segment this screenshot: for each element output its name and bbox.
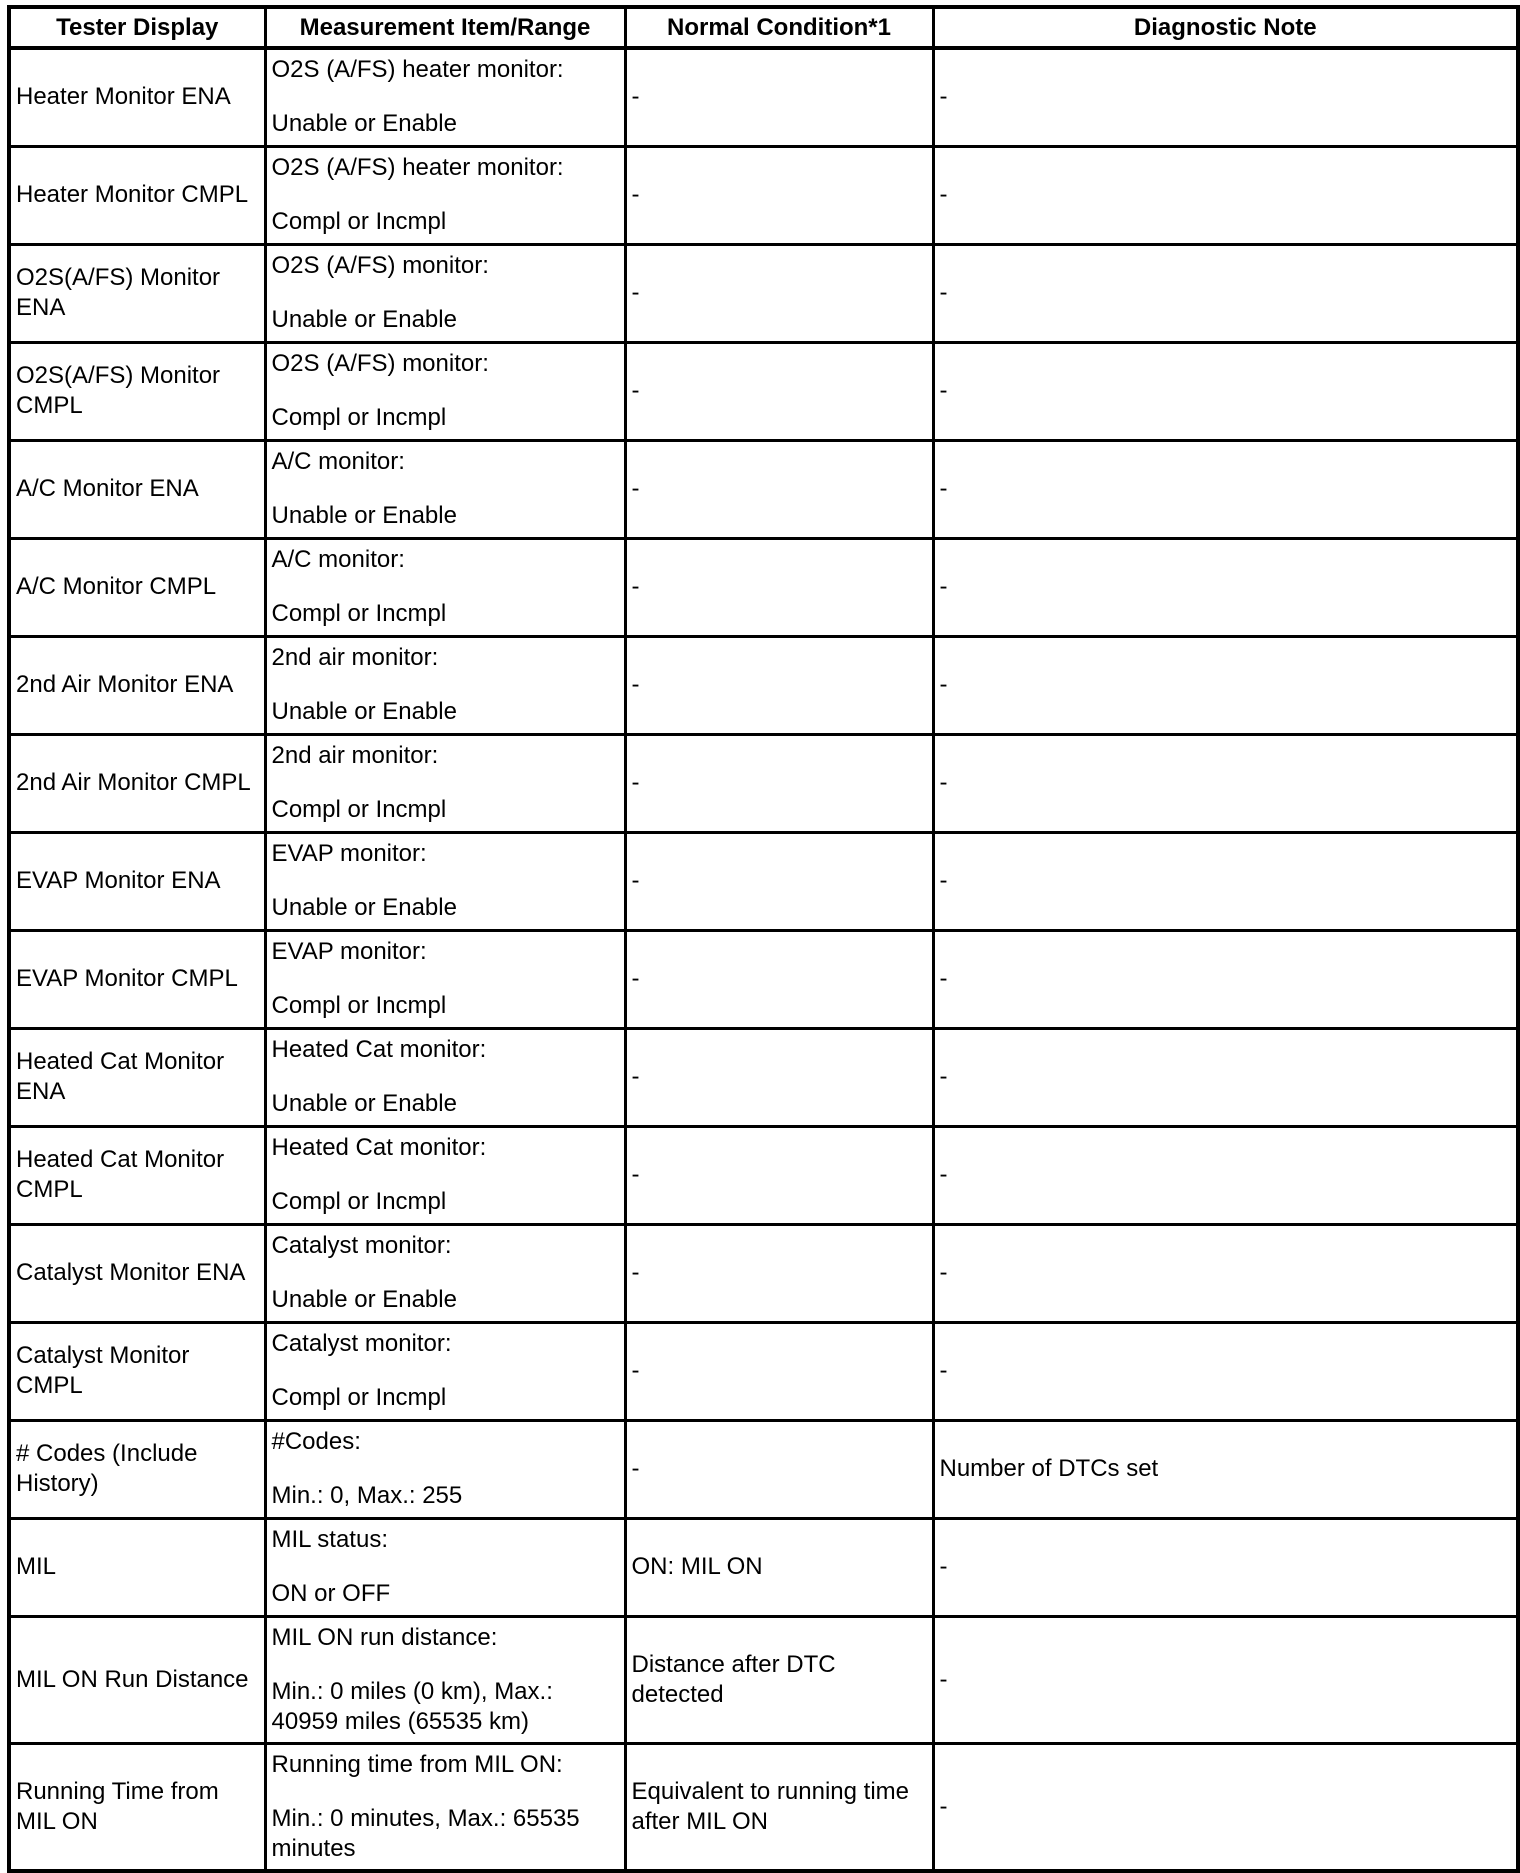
measurement-range: Unable or Enable [271,698,457,725]
measurement-item: Heated Cat monitor: [271,1036,487,1063]
measurement-cell [265,832,625,930]
measurement-cell [265,538,625,636]
measurement-item: EVAP monitor: [271,840,427,867]
tester-display-cell: Heated Cat Monitor ENA [9,1028,265,1126]
measurement-range: Unable or Enable [271,1286,457,1313]
measurement-item: EVAP monitor: [271,938,427,965]
measurement-cell [265,1743,625,1871]
diagnostic-note-cell: - [933,930,1518,1028]
tester-display-cell: Catalyst Monitor CMPL [9,1322,265,1420]
normal-condition-cell: - [625,1028,933,1126]
table-container [7,5,1516,1860]
diagnostic-note-cell: - [933,1616,1518,1743]
table-row [9,832,1518,930]
diagnostic-note-cell: - [933,440,1518,538]
normal-condition-cell: - [625,342,933,440]
tester-display-cell: A/C Monitor ENA [9,440,265,538]
diagnostic-note-cell: - [933,1224,1518,1322]
measurement-range: Unable or Enable [271,306,457,333]
normal-condition-cell: - [625,244,933,342]
measurement-cell [265,734,625,832]
diagnostic-data-table [7,5,1520,1873]
tester-display-cell: Catalyst Monitor ENA [9,1224,265,1322]
tester-display-cell: Heated Cat Monitor CMPL [9,1126,265,1224]
measurement-cell [265,1322,625,1420]
measurement-item: O2S (A/FS) monitor: [271,350,489,377]
measurement-cell [265,1224,625,1322]
measurement-range: Compl or Incmpl [271,992,447,1019]
normal-condition-cell: Distance after DTC detected [625,1616,933,1743]
table-header [9,7,1518,48]
measurement-item: 2nd air monitor: [271,742,439,769]
table-row [9,1743,1518,1871]
normal-condition-cell: Equivalent to running time after MIL ON [625,1743,933,1871]
header-normal-condition: Normal Condition*1 [625,7,933,48]
measurement-item: #Codes: [271,1428,361,1455]
measurement-cell [265,930,625,1028]
measurement-range: Unable or Enable [271,894,457,921]
measurement-range: Unable or Enable [271,110,457,138]
tester-display-cell: # Codes (Include History) [9,1420,265,1518]
header-diagnostic-note: Diagnostic Note [933,7,1518,48]
table-row [9,1126,1518,1224]
normal-condition-cell: - [625,48,933,146]
diagnostic-note-cell: - [933,1518,1518,1616]
normal-condition-cell: - [625,1322,933,1420]
normal-condition-cell: - [625,538,933,636]
normal-condition-cell: - [625,1420,933,1518]
tester-display-cell: Heater Monitor ENA [9,48,265,146]
measurement-cell [265,440,625,538]
measurement-cell [265,1420,625,1518]
measurement-item: O2S (A/FS) heater monitor: [271,154,564,181]
tester-display-cell: EVAP Monitor ENA [9,832,265,930]
tester-display-cell: O2S(A/FS) Monitor ENA [9,244,265,342]
measurement-item: Catalyst monitor: [271,1330,452,1357]
header-measurement: Measurement Item/Range [265,7,625,48]
tester-display-cell: MIL [9,1518,265,1616]
measurement-item: A/C monitor: [271,546,405,573]
diagnostic-note-cell: - [933,1028,1518,1126]
measurement-item: Running time from MIL ON: [271,1750,563,1778]
measurement-range: Unable or Enable [271,1090,457,1117]
measurement-range: Compl or Incmpl [271,1188,447,1215]
table-row [9,1322,1518,1420]
table-row [9,930,1518,1028]
diagnostic-note-cell: - [933,636,1518,734]
diagnostic-note-cell: - [933,1322,1518,1420]
diagnostic-note-cell: - [933,538,1518,636]
normal-condition-cell: - [625,1126,933,1224]
measurement-item: O2S (A/FS) heater monitor: [271,56,564,84]
header-row [9,7,1518,48]
measurement-range: Unable or Enable [271,502,457,529]
measurement-range: Compl or Incmpl [271,404,447,431]
table-row [9,636,1518,734]
measurement-item: 2nd air monitor: [271,644,439,671]
measurement-item: Heated Cat monitor: [271,1134,487,1161]
table-row [9,1028,1518,1126]
measurement-cell [265,1126,625,1224]
table-row [9,244,1518,342]
measurement-cell [265,1518,625,1616]
measurement-range: Min.: 0, Max.: 255 [271,1482,463,1509]
table-row [9,146,1518,244]
diagnostic-note-cell: - [933,48,1518,146]
measurement-cell [265,342,625,440]
measurement-range: Compl or Incmpl [271,1384,447,1411]
tester-display-cell: 2nd Air Monitor ENA [9,636,265,734]
normal-condition-cell: - [625,440,933,538]
measurement-range: Min.: 0 miles (0 km), Max.: 40959 miles (65535 km) [271,1677,553,1735]
measurement-item: MIL ON run distance: [271,1623,498,1651]
measurement-range: Compl or Incmpl [271,208,447,235]
normal-condition-cell: - [625,1224,933,1322]
table-row [9,48,1518,146]
measurement-range: Min.: 0 minutes, Max.: 65535 minutes [271,1804,580,1862]
normal-condition-cell: - [625,636,933,734]
table-body [9,48,1518,1871]
diagnostic-note-cell: - [933,1126,1518,1224]
measurement-range: Compl or Incmpl [271,796,447,823]
table-row [9,342,1518,440]
measurement-item: Catalyst monitor: [271,1232,452,1259]
tester-display-cell: 2nd Air Monitor CMPL [9,734,265,832]
table-row [9,734,1518,832]
table-row [9,1518,1518,1616]
tester-display-cell: Heater Monitor CMPL [9,146,265,244]
normal-condition-cell: ON: MIL ON [625,1518,933,1616]
measurement-cell [265,636,625,734]
table-row [9,440,1518,538]
measurement-cell [265,146,625,244]
measurement-cell [265,48,625,146]
normal-condition-cell: - [625,146,933,244]
diagnostic-note-cell: - [933,342,1518,440]
normal-condition-cell: - [625,734,933,832]
measurement-item: O2S (A/FS) monitor: [271,252,489,279]
measurement-cell [265,1028,625,1126]
table-row [9,1224,1518,1322]
diagnostic-note-cell: - [933,244,1518,342]
measurement-range: ON or OFF [271,1580,391,1607]
header-tester-display: Tester Display [9,7,265,48]
tester-display-cell: Running Time from MIL ON [9,1743,265,1871]
normal-condition-cell: - [625,832,933,930]
diagnostic-note-cell: - [933,832,1518,930]
measurement-item: A/C monitor: [271,448,405,475]
diagnostic-note-cell: - [933,146,1518,244]
table-row [9,1616,1518,1743]
measurement-item: MIL status: [271,1526,388,1553]
diagnostic-note-cell: - [933,734,1518,832]
tester-display-cell: O2S(A/FS) Monitor CMPL [9,342,265,440]
tester-display-cell: A/C Monitor CMPL [9,538,265,636]
diagnostic-note-cell: Number of DTCs set [933,1420,1518,1518]
normal-condition-cell: - [625,930,933,1028]
measurement-range: Compl or Incmpl [271,600,447,627]
diagnostic-note-cell: - [933,1743,1518,1871]
measurement-cell [265,244,625,342]
tester-display-cell: MIL ON Run Distance [9,1616,265,1743]
table-row [9,1420,1518,1518]
tester-display-cell: EVAP Monitor CMPL [9,930,265,1028]
measurement-cell [265,1616,625,1743]
table-row [9,538,1518,636]
